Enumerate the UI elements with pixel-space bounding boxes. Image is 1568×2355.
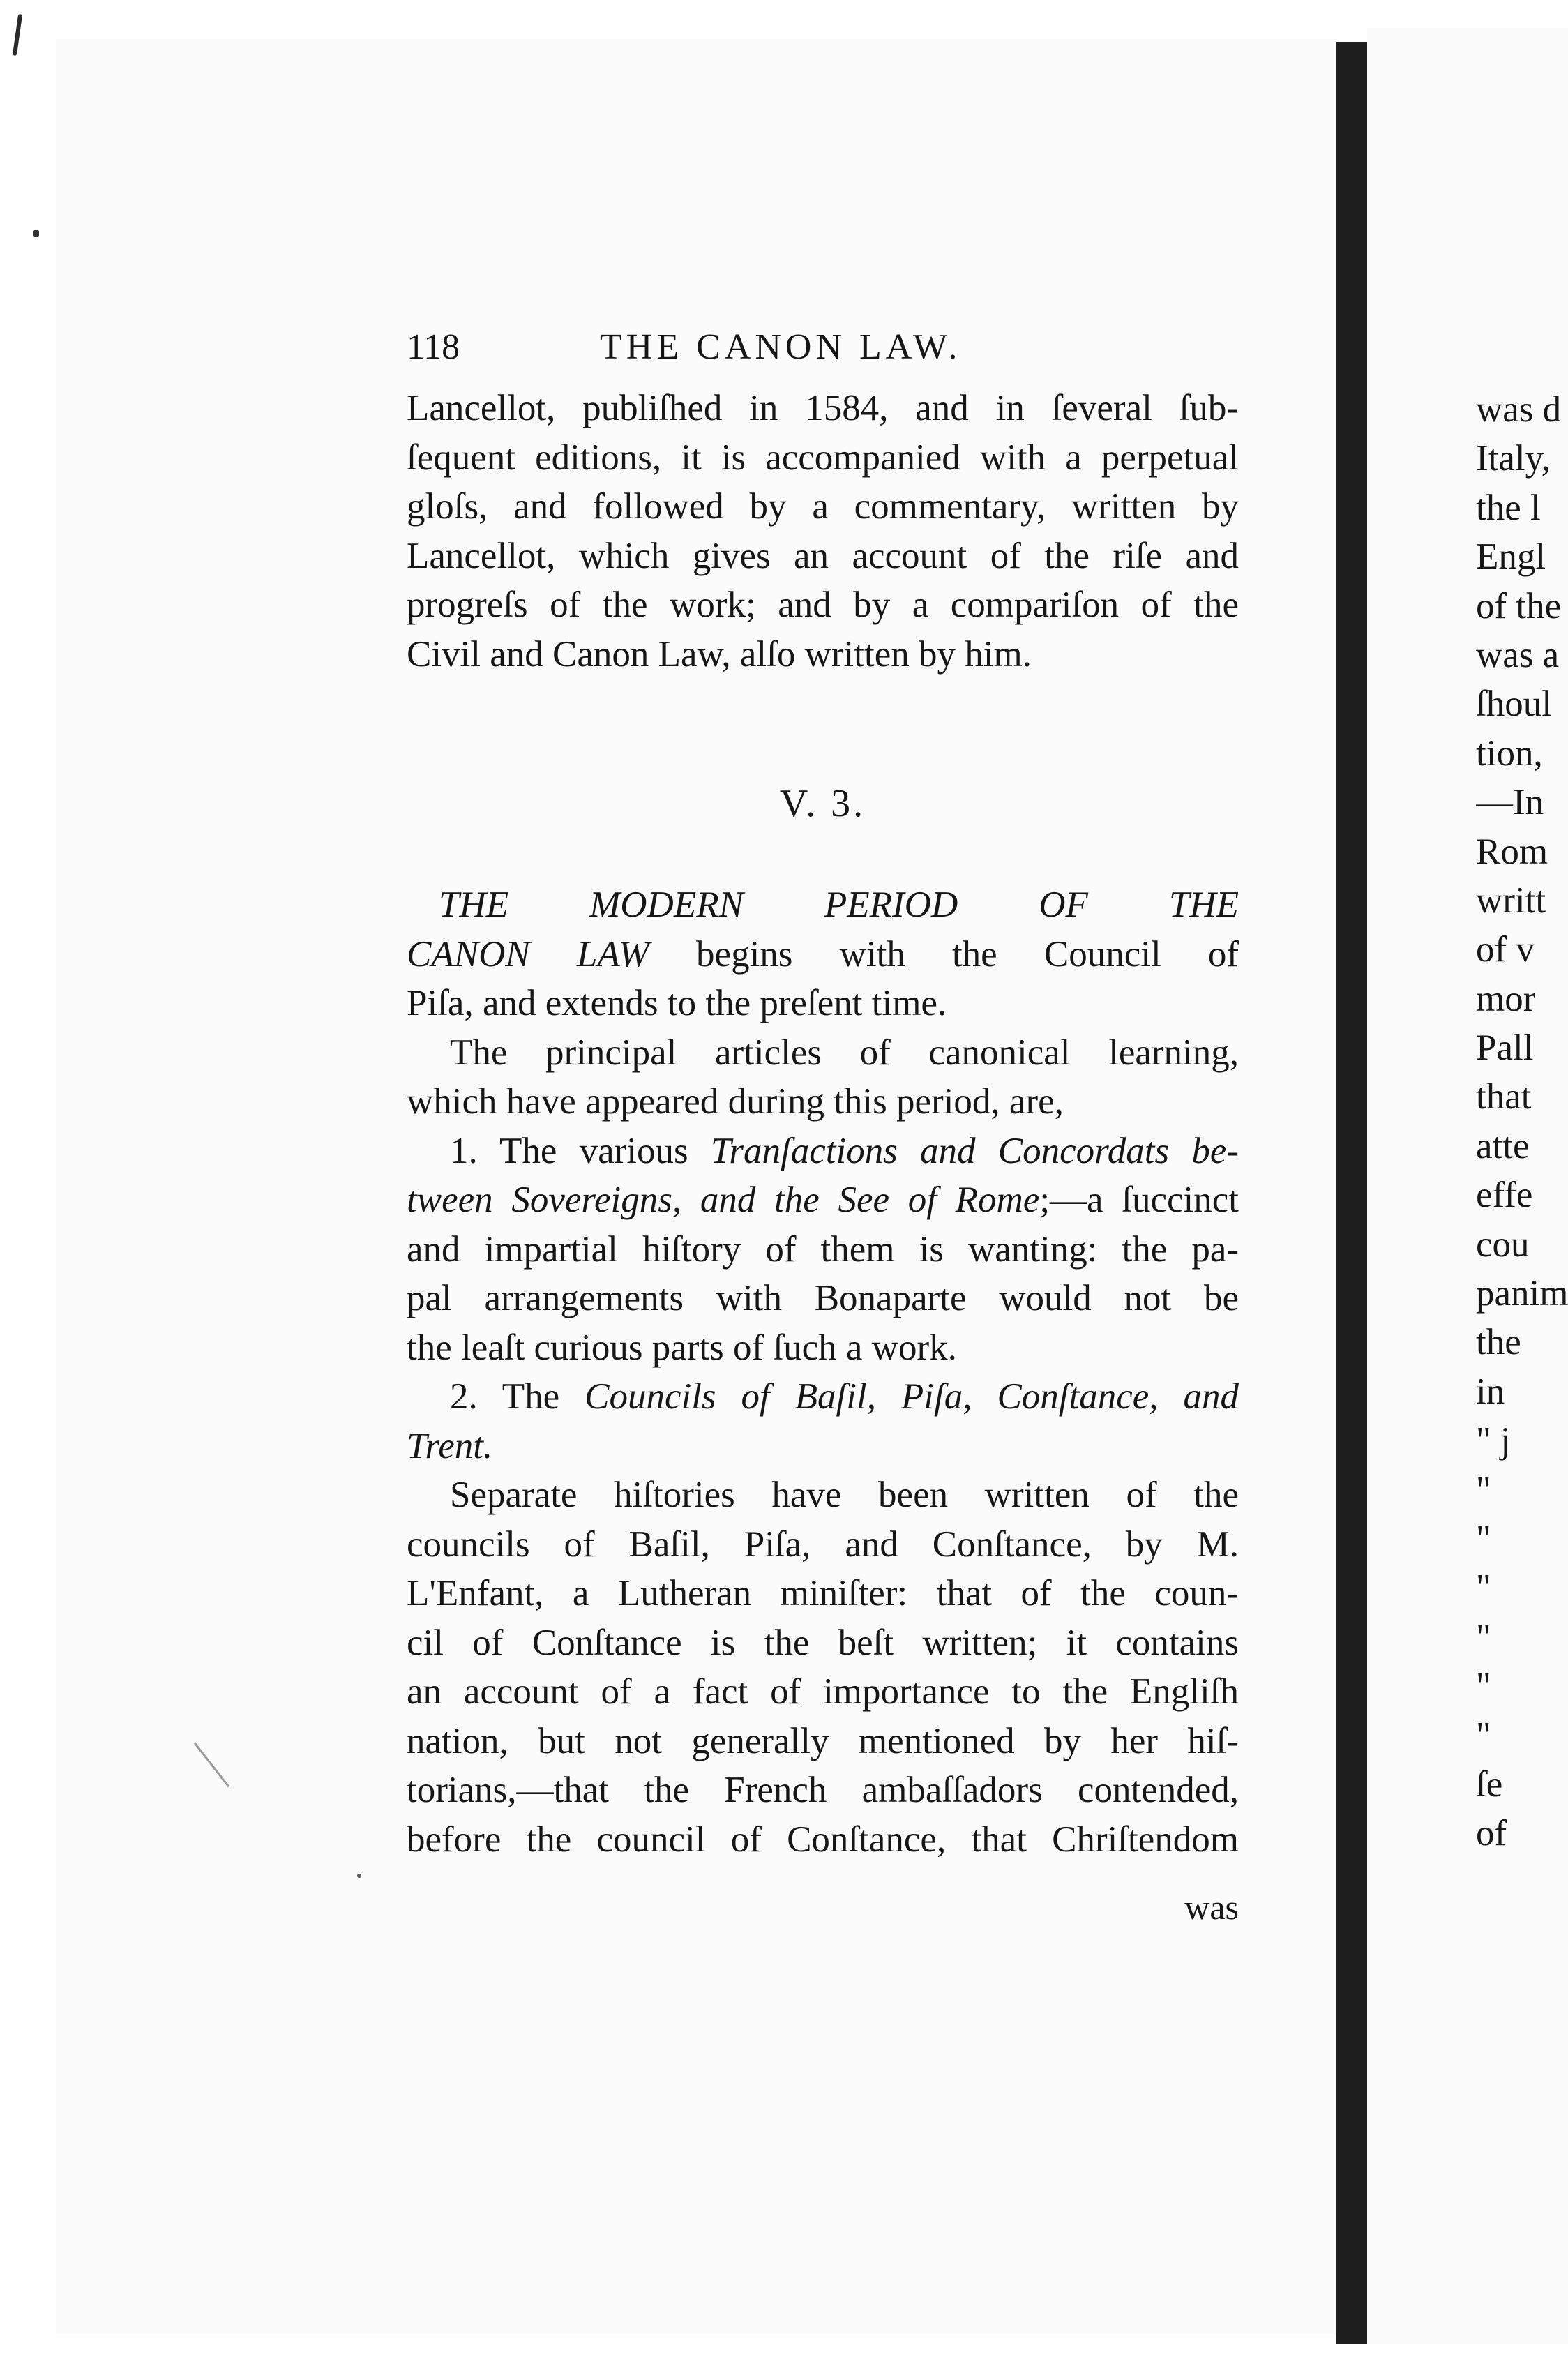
facing-line: of [1476,1813,1507,1854]
text-line: progreſs of the work; and by a compariſon of the [407,585,1239,625]
facing-line: Italy, [1476,438,1551,479]
facing-line: " j [1476,1420,1511,1461]
facing-line: panim [1476,1273,1568,1314]
facing-line: atte [1476,1125,1530,1166]
facing-line: the l [1476,487,1541,528]
text-line: Trent. [407,1425,493,1466]
italic-phrase: CANON LAW [407,933,649,975]
text-line: Piſa, and extends to the preſent time. [407,983,947,1023]
facing-page-text [1476,385,1568,1858]
text-line: ſequent editions, it is accompanied with a perpetual [407,437,1239,478]
text-line: pal arrangements with Bonaparte would not be [407,1278,1239,1318]
facing-line: " [1476,1567,1491,1609]
text-line: Lancellot, publiſhed in 1584, and in ſeveral ſub- [407,388,1239,428]
edge-mark [13,14,22,56]
text-line: which have appeared during this period, are, [407,1081,1064,1122]
paper-speck [357,1874,361,1878]
facing-line: Pall [1476,1028,1534,1069]
text-line: Civil and Canon Law, alſo written by him. [407,633,1032,675]
facing-line: mor [1476,978,1536,1019]
text-line: nation, but not generally mentioned by her hiſ- [407,1720,1239,1761]
paragraph-lancellot [407,384,1239,679]
text-line: L'Enfant, a Lutheran miniſter: that of the coun- [407,1573,1239,1613]
text-run: 1. The various [450,1130,711,1171]
italic-phrase: Tranſactions and Concordats be- [710,1130,1239,1171]
text-line: torians,—that the French ambaſſadors contended, [407,1770,1239,1810]
facing-line: was d [1476,389,1562,430]
text-line [407,930,1239,979]
book-gutter [1336,42,1367,2344]
facing-line: cou [1476,1224,1530,1265]
text-line: Separate hiſtories have been written of the [450,1475,1239,1515]
facing-line: of v [1476,929,1535,970]
catchword: was [1184,1888,1239,1927]
running-title: THE CANON LAW. [600,327,962,367]
italic-phrase: tween Sovereigns, and the See of Rome [407,1180,1040,1220]
facing-line: effe [1476,1175,1533,1216]
text-line: councils of Baſil, Piſa, and Conſtance, by M. [407,1523,1239,1565]
facing-line: writt [1476,880,1546,921]
facing-line: tion, [1476,732,1543,774]
facing-line: " [1476,1715,1491,1756]
modern-period-text [407,880,1239,1864]
facing-line: ſhoul [1476,684,1552,725]
text-line: gloſs, and followed by a commentary, written by [407,486,1239,527]
facing-line: that [1476,1076,1532,1118]
facing-line: —In [1476,782,1544,823]
text-run: begins with the Council of [649,933,1239,975]
list-item-1 [407,1127,1239,1176]
facing-line: " [1476,1518,1491,1559]
page-number: 118 [407,327,460,367]
text-run: 2. The [450,1376,585,1417]
edge-speck [33,230,39,237]
facing-line: " [1476,1469,1491,1510]
italic-phrase: Councils of Baſil, Piſa, Conſtance, and [585,1376,1239,1417]
facing-line: Rom [1476,831,1548,872]
facing-line: of the [1476,585,1562,626]
list-item-2 [407,1372,1239,1422]
text-line: cil of Conſtance is the beſt written; it contains [407,1622,1239,1663]
facing-line: ſe [1476,1763,1503,1805]
text-line: THE MODERN PERIOD OF THE [439,885,1239,925]
facing-line: in [1476,1371,1505,1412]
facing-line: " [1476,1616,1491,1657]
text-run: ;—a ſuccinct [1039,1180,1239,1220]
section-heading: V. 3. [779,782,866,825]
text-line: and impartial hiſtory of them is wanting: the pa- [407,1228,1239,1270]
text-line: the leaſt curious parts of ſuch a work. [407,1327,957,1368]
text-line: The principal articles of canonical learning, [450,1032,1239,1073]
text-line: an account of a fact of importance to the Engliſh [407,1671,1239,1712]
text-line [407,1175,1239,1225]
facing-line: the [1476,1322,1521,1363]
facing-line: was a [1476,634,1560,675]
text-line: Lancellot, which gives an account of the riſe and [407,535,1239,576]
facing-line: Engl [1476,536,1546,578]
page-header [407,326,1244,375]
facing-line: " [1476,1666,1491,1707]
text-line: before the council of Conſtance, that Chriſtendom [407,1819,1239,1860]
